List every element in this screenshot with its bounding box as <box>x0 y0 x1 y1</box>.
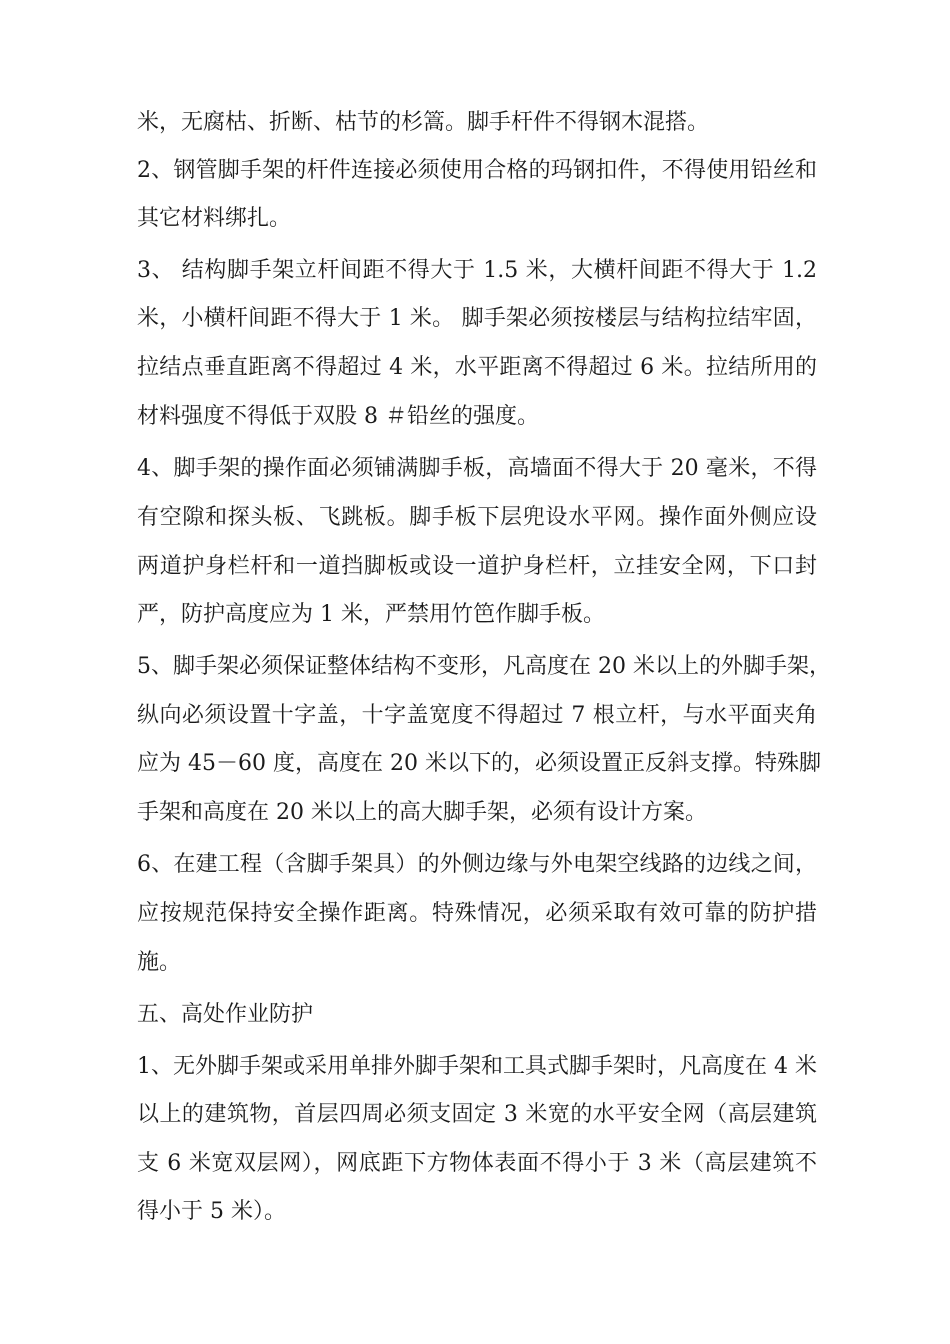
text-line: 材料强度不得低于双股 8 ＃铅丝的强度。 <box>137 404 539 429</box>
text-line: 拉结点垂直距离不得超过 4 米，水平距离不得超过 6 米。拉结所用的 <box>137 355 817 380</box>
text-line: 其它材料绑扎。 <box>137 206 292 231</box>
section-heading: 五、高处作业防护 <box>137 1002 314 1027</box>
text-line: 手架和高度在 20 米以上的高大脚手架，必须有设计方案。 <box>137 800 707 825</box>
text-line: 两道护身栏杆和一道挡脚板或设一道护身栏杆，立挂安全网，下口封 <box>137 554 817 579</box>
text-line: 米，无腐枯、折断、枯节的杉篙。脚手杆件不得钢木混搭。 <box>137 110 710 135</box>
text-line: 2、钢管脚手架的杆件连接必须使用合格的玛钢扣件，不得使用铅丝和 <box>137 158 817 183</box>
text-line: 米，小横杆间距不得大于 1 米。 脚手架必须按楼层与结构拉结牢固， <box>137 306 817 331</box>
text-line: 纵向必须设置十字盖，十字盖宽度不得超过 7 根立杆，与水平面夹角 <box>137 703 817 728</box>
text-line: 施。 <box>137 950 182 975</box>
text-line: 1、无外脚手架或采用单排外脚手架和工具式脚手架时，凡高度在 4 米 <box>137 1054 817 1079</box>
text-line: 5、脚手架必须保证整体结构不变形，凡高度在 20 米以上的外脚手架， <box>137 654 831 679</box>
text-line: 应为 45－60 度，高度在 20 米以下的，必须设置正反斜支撑。特殊脚 <box>137 751 821 776</box>
text-line: 3、 结构脚手架立杆间距不得大于 1.5 米，大横杆间距不得大于 1.2 <box>137 258 817 283</box>
text-line: 以上的建筑物，首层四周必须支固定 3 米宽的水平安全网（高层建筑 <box>137 1102 817 1127</box>
text-line: 应按规范保持安全操作距离。特殊情况，必须采取有效可靠的防护措 <box>137 901 817 926</box>
text-line: 有空隙和探头板、飞跳板。脚手板下层兜设水平网。操作面外侧应设 <box>137 505 817 530</box>
text-line: 支 6 米宽双层网），网底距下方物体表面不得小于 3 米（高层建筑不 <box>137 1151 817 1176</box>
text-line: 得小于 5 米）。 <box>137 1199 286 1224</box>
text-line: 4、脚手架的操作面必须铺满脚手板，高墙面不得大于 20 毫米，不得 <box>137 456 817 481</box>
text-line: 严，防护高度应为 1 米，严禁用竹笆作脚手板。 <box>137 602 605 627</box>
text-line: 6、在建工程（含脚手架具）的外侧边缘与外电架空线路的边线之间， <box>137 852 817 877</box>
